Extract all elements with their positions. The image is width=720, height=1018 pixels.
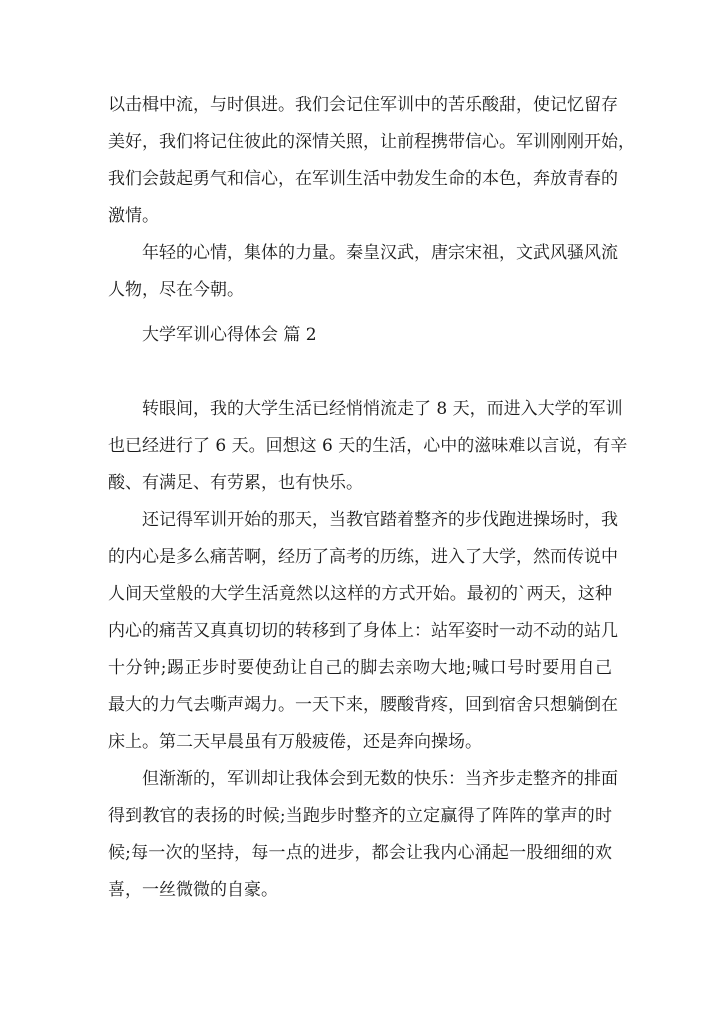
paragraph-line: 喜，一丝微微的自豪。 bbox=[108, 880, 278, 900]
paragraph-line: 候;每一次的坚持，每一点的进步，都会让我内心涌起一股细细的欢 bbox=[108, 843, 612, 863]
paragraph-3 bbox=[108, 391, 628, 502]
paragraph-line: 激情。 bbox=[108, 206, 159, 226]
paragraph-line: 也已经进行了 6 天。回想这 6 天的生活，心中的滋味难以言说，有辛 bbox=[108, 436, 628, 456]
section-heading: 大学军训心得体会 篇 2 bbox=[142, 325, 317, 345]
paragraph-line: 人间天堂般的大学生活竟然以这样的方式开始。最初的`两天，这种 bbox=[108, 584, 612, 604]
paragraph-line: 转眼间，我的大学生活已经悄悄流走了 8 天，而进入大学的军训 bbox=[142, 399, 623, 419]
paragraph-line: 最大的力气去嘶声竭力。一天下来，腰酸背疼，回到宿舍只想躺倒在 bbox=[108, 695, 618, 715]
paragraph-1 bbox=[108, 87, 635, 235]
paragraph-line: 床上。第二天早晨虽有万般疲倦，还是奔向操场。 bbox=[108, 732, 482, 752]
paragraph-line: 还记得军训开始的那天，当教官踏着整齐的步伐跑进操场时，我 bbox=[142, 510, 618, 530]
paragraph-line: 年轻的心情，集体的力量。秦皇汉武，唐宗宋祖，文武风骚风流 bbox=[142, 243, 618, 263]
paragraph-line: 内心的痛苦又真真切切的转移到了身体上：站军姿时一动不动的站几 bbox=[108, 621, 618, 641]
paragraph-5 bbox=[108, 761, 618, 909]
paragraph-line: 得到教官的表扬的时候;当跑步时整齐的立定赢得了阵阵的掌声的时 bbox=[108, 806, 612, 826]
paragraph-line: 美好，我们将记住彼此的深情关照，让前程携带信心。军训刚刚开始， bbox=[108, 132, 635, 152]
paragraph-2 bbox=[108, 235, 618, 309]
paragraph-line: 的内心是多么痛苦啊，经历了高考的历练，进入了大学，然而传说中 bbox=[108, 547, 618, 567]
paragraph-line: 以击楫中流，与时俱进。我们会记住军训中的苦乐酸甜，使记忆留存 bbox=[108, 95, 618, 115]
paragraph-4 bbox=[108, 502, 618, 761]
paragraph-line: 但渐渐的，军训却让我体会到无数的快乐：当齐步走整齐的排面 bbox=[142, 769, 618, 789]
paragraph-line: 十分钟;踢正步时要使劲让自己的脚去亲吻大地;喊口号时要用自己 bbox=[108, 658, 612, 678]
paragraph-line: 我们会鼓起勇气和信心，在军训生活中勃发生命的本色，奔放青春的 bbox=[108, 169, 618, 189]
paragraph-line: 酸、有满足、有劳累，也有快乐。 bbox=[108, 473, 363, 493]
paragraph-line: 人物，尽在今朝。 bbox=[108, 280, 244, 300]
